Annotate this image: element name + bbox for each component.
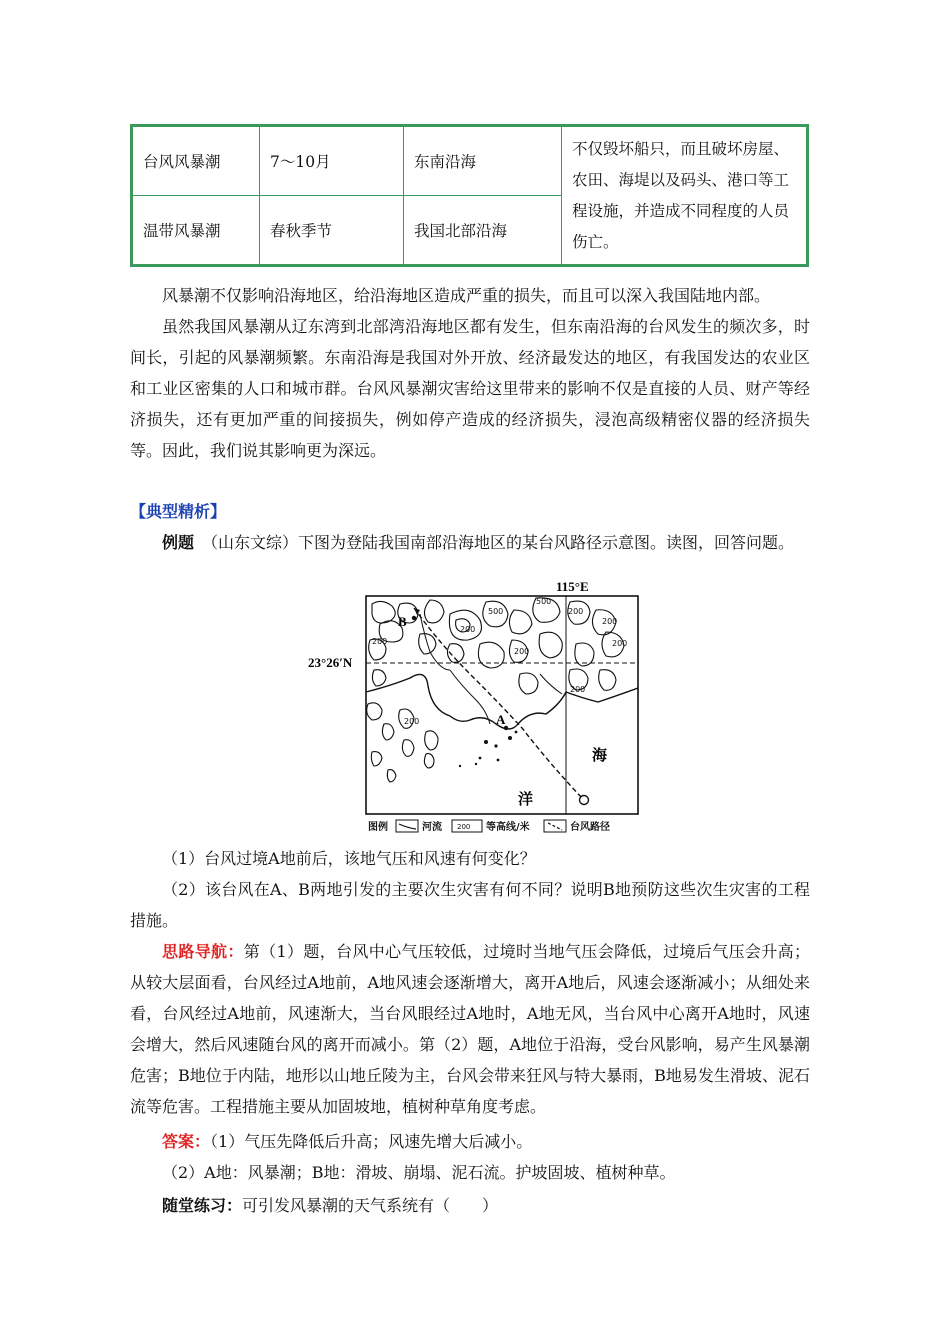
legend-contour: 等高线/米	[486, 822, 530, 833]
table-cell-time: 7～10月	[260, 126, 404, 196]
point-b-marker	[412, 616, 416, 620]
contour-value: 200	[460, 625, 476, 634]
map-svg	[300, 574, 640, 838]
contour-value: 200	[404, 717, 420, 726]
sea-label: 海	[592, 746, 608, 764]
contour-value: 500	[536, 597, 552, 606]
typhoon-track-map	[300, 574, 640, 838]
contour-value: 200	[612, 639, 628, 648]
example-label: 例题	[162, 533, 195, 552]
table-cell-region: 东南沿海	[404, 126, 562, 196]
point-a-label: A	[496, 712, 506, 727]
section-title	[130, 496, 810, 527]
answer-1-text: （1）气压先降低后升高；风速先增大后减小。	[210, 1132, 533, 1151]
contour-value: 500	[488, 607, 504, 616]
answer-label: 答案：	[162, 1132, 211, 1151]
practice-question	[130, 1190, 810, 1221]
typhoon-center-icon	[580, 796, 589, 805]
lon-label: 115°E	[556, 579, 589, 594]
legend-title: 图例	[368, 822, 388, 833]
practice-text: 可引发风暴潮的天气系统有（ ）	[242, 1196, 499, 1215]
contour-value: 200	[514, 647, 530, 656]
legend-track: 台风路径	[570, 822, 610, 833]
contour-value: 200	[568, 607, 584, 616]
analysis-text: 第（1）题，台风中心气压较低，过境时当地气压会降低，过境后气压会升高；从较大层面看，台风经过A地前，A地风速会逐渐增大，离开A地后，风速会逐渐减小；从细处来看，台风经过A地前，风速渐大，当台风眼经过A地时，A地无风，当台风中心离开A地时，风速会增大，然后风速随台风的离开而减小。第（2）题，A地位于沿海，受台风影响，易产生风暴潮危害；B地位于内陆，地形以山地丘陵为主，台风会带来狂风与特大暴雨，B地易发生滑坡、泥石流等危害。工程措施主要从加固坡地，植树种草角度考虑。	[130, 942, 810, 1116]
map-frame	[366, 596, 638, 814]
contour-value: 200	[570, 685, 586, 694]
table-cell-region: 我国北部沿海	[404, 196, 562, 266]
legend-contour-sample: 200	[457, 823, 471, 831]
table-cell-time: 春秋季节	[260, 196, 404, 266]
table-cell-type: 温带风暴潮	[132, 196, 260, 266]
practice-label: 随堂练习：	[162, 1196, 243, 1215]
point-b-label: B	[398, 614, 407, 629]
paragraph-2: 虽然我国风暴潮从辽东湾到北部湾沿海地区都有发生，但东南沿海的台风发生的频次多，时间长，引起的风暴潮频繁。东南沿海是我国对外开放、经济最发达的地区，有我国发达的农业区和工业区密集的人口和城市群。台风风暴潮灾害给这里带来的影响不仅是直接的人员、财产等经济损失，还有更加严重的间接损失，例如停产造成的经济损失，浸泡高级精密仪器的经济损失等。因此，我们说其影响更为深远。	[130, 317, 810, 460]
answer-2: （2）A地：风暴潮；B地：滑坡、崩塌、泥石流。护坡固坡、植树种草。	[162, 1163, 676, 1182]
question-1: （1）台风过境A地前后，该地气压和风速有何变化？	[162, 849, 536, 868]
table-cell-harm: 不仅毁坏船只，而且破坏房屋、农田、海堤以及码头、港口等工程设施，并造成不同程度的人员伤亡。	[562, 126, 808, 266]
section-title-text: 【典型精析】	[130, 502, 227, 521]
map-legend	[368, 820, 610, 833]
lat-label: 23°26′N	[308, 655, 353, 670]
analysis-label: 思路导航：	[162, 942, 244, 961]
contour-value: 200	[372, 637, 388, 646]
table-row	[132, 126, 808, 196]
contour-value: 200	[602, 617, 618, 626]
ocean-label: 洋	[518, 790, 534, 808]
answer-1	[130, 1126, 810, 1157]
paragraph-1: 风暴潮不仅影响沿海地区，给沿海地区造成严重的损失，而且可以深入我国陆地内部。	[162, 286, 771, 305]
example-text: （山东文综）下图为登陆我国南部沿海地区的某台风路径示意图。读图，回答问题。	[210, 533, 795, 552]
storm-surge-table	[130, 124, 809, 267]
table-cell-type: 台风风暴潮	[132, 126, 260, 196]
legend-river: 河流	[422, 822, 442, 833]
question-2: （2）该台风在A、B两地引发的主要次生灾害有何不同？说明B地预防这些次生灾害的工程措施。	[130, 880, 810, 930]
analysis	[130, 936, 810, 1122]
legend-river-swatch	[396, 820, 418, 832]
example-question	[130, 527, 810, 558]
